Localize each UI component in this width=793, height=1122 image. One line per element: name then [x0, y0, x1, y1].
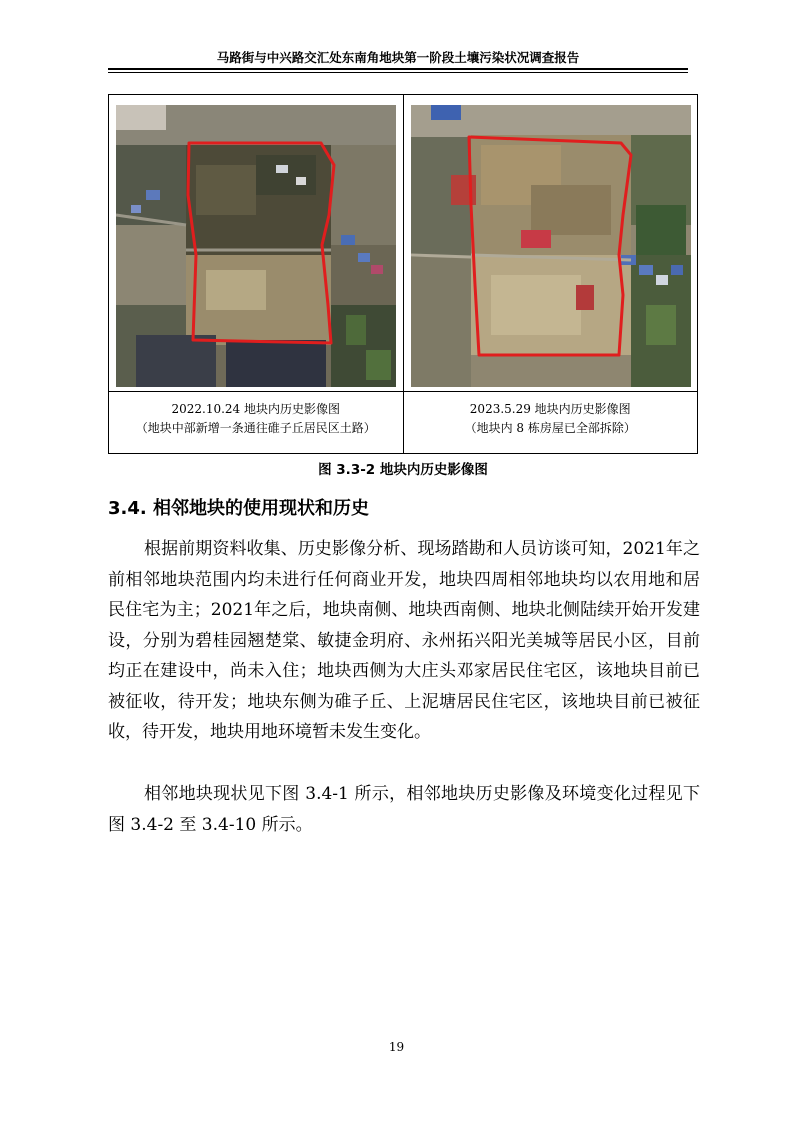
body-paragraph-1: 根据前期资料收集、历史影像分析、现场踏勘和人员访谈可知，2021年之前相邻地块范围内均未进行任何商业开发，地块四周相邻地块均以农用地和居民住宅为主；2021年之后，地块南侧、地块西南侧、地块北侧陆续开始开发建设，分别为碧桂园翘楚棠、敏捷金玥府、永州拓兴阳光美城等居民小区，目前均正在建设中，尚未入住；地块西侧为大庄头邓家居民住宅区，该地块目前已被征收，待开发；地块东侧为碓子丘、上泥塘居民住宅区，该地块目前已被征收，待开发，地块用地环境暂未发生变化。 [108, 539, 700, 742]
header-rule-thin [108, 72, 688, 73]
right-caption-date: 2023.5.29 地块内历史影像图 [469, 402, 631, 416]
satellite-image-2023 [411, 105, 691, 387]
body-paragraph-2: 相邻地块现状见下图 3.4-1 所示，相邻地块历史影像及环境变化过程见下图 3.4-2 至 3.4-10 所示。 [108, 784, 700, 835]
left-caption-date: 2022.10.24 地块内历史影像图 [171, 402, 341, 416]
figure-table [108, 94, 698, 454]
running-header: 马路街与中兴路交汇处东南角地块第一阶段土壤污染状况调查报告 [216, 50, 580, 65]
right-image-cell [403, 95, 698, 392]
left-caption-note: （地块中部新增一条通往碓子丘居民区土路） [135, 421, 376, 435]
right-image-caption [403, 392, 698, 454]
left-image-caption [109, 392, 404, 454]
header-rule-thick [108, 68, 688, 70]
left-image-cell [109, 95, 404, 392]
figure-caption: 图 3.3-2 地块内历史影像图 [318, 462, 488, 478]
right-caption-note: （地块内 8 栋房屋已全部拆除） [464, 421, 636, 435]
satellite-image-2022 [116, 105, 396, 387]
section-heading: 3.4. 相邻地块的使用现状和历史 [108, 498, 369, 519]
page-number: 19 [388, 1040, 405, 1054]
